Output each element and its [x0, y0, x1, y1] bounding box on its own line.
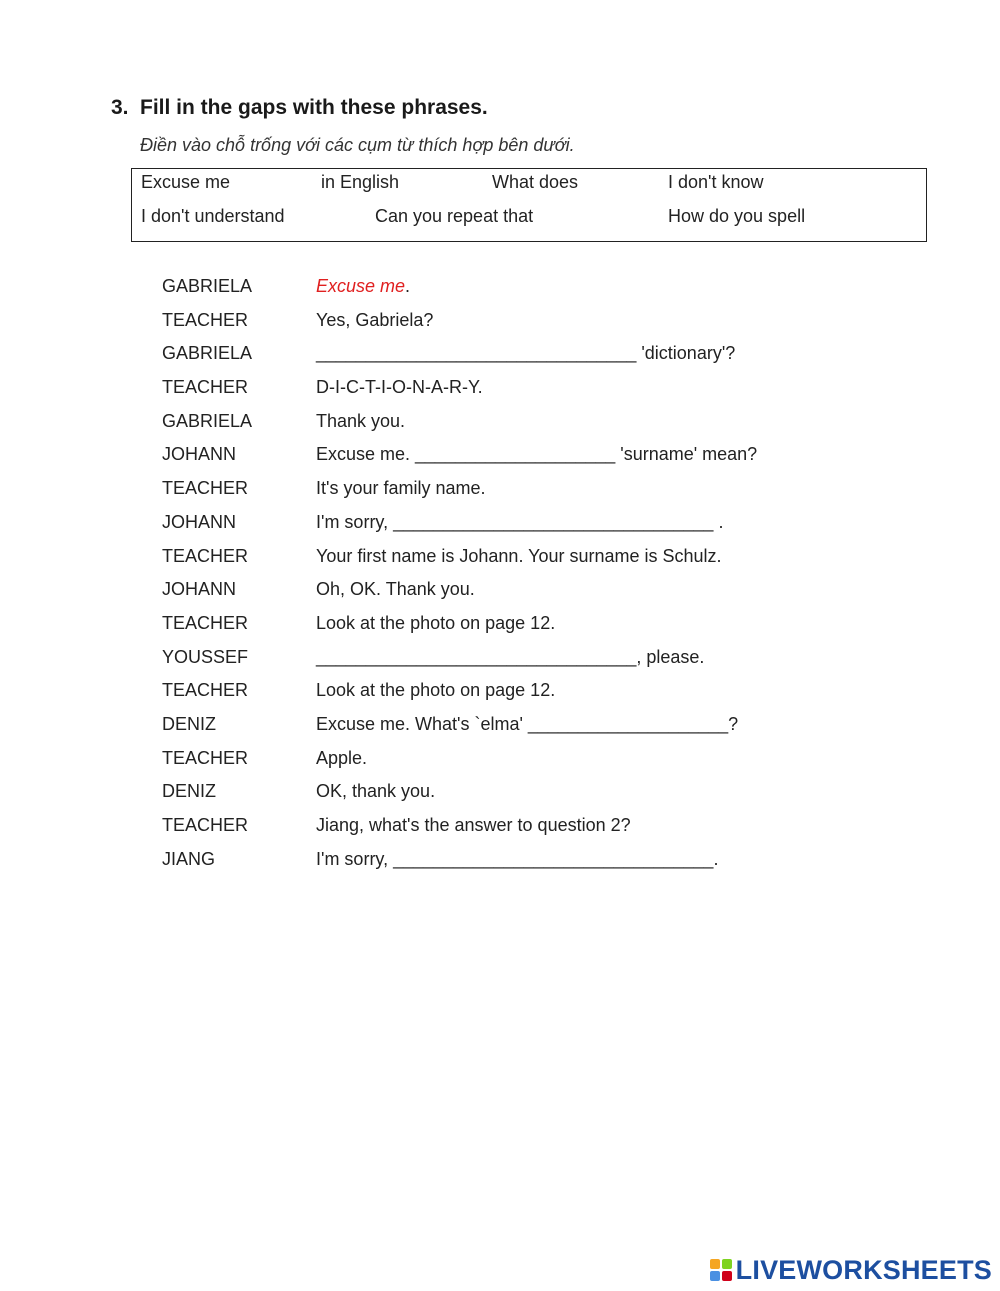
liveworksheets-logo[interactable]: [710, 1254, 992, 1286]
dialogue-line: [162, 304, 862, 338]
dialogue-line: [162, 405, 862, 439]
logo-text: LIVEWORKSHEETS: [735, 1254, 992, 1285]
line-text-with-gap[interactable]: ________________________________ 'dictionary'?: [316, 343, 736, 364]
dialogue-line: [162, 674, 862, 708]
dialogue-line: [162, 573, 862, 607]
dialogue-line: [162, 843, 862, 877]
dialogue-line: [162, 742, 862, 776]
phrase-option: I don't understand: [141, 206, 285, 226]
speaker-name: TEACHER: [162, 545, 249, 566]
line-text: D-I-C-T-I-O-N-A-R-Y.: [316, 377, 483, 398]
dialogue-line: [162, 641, 862, 675]
line-text: Oh, OK. Thank you.: [316, 579, 475, 600]
dialogue-line: [162, 337, 862, 371]
speaker-name: GABRIELA: [162, 276, 253, 296]
word-box: [131, 168, 927, 242]
speaker-name: TEACHER: [162, 309, 249, 330]
speaker-name: TEACHER: [162, 747, 249, 768]
phrase-option: How do you spell: [668, 206, 806, 226]
dialogue-line: [162, 438, 862, 472]
logo-blocks-icon: [710, 1259, 732, 1281]
phrase-option: in English: [321, 172, 400, 192]
dialogue: [162, 270, 862, 876]
phrase-option: Can you repeat that: [375, 206, 534, 226]
dialogue-line: [162, 775, 862, 809]
dialogue-line: [162, 506, 862, 540]
line-text-with-gap[interactable]: I'm sorry, ________________________________.: [316, 848, 719, 869]
speaker-name: GABRIELA: [162, 410, 253, 431]
line-text-with-gap[interactable]: ________________________________, please.: [316, 646, 705, 667]
speaker-name: TEACHER: [162, 478, 249, 499]
line-text-with-gap[interactable]: Excuse me. ____________________ 'surname' mean?: [316, 444, 758, 465]
exercise-number: 3.: [111, 96, 129, 119]
phrase-option: Excuse me: [141, 172, 231, 192]
phrase-option: I don't know: [668, 172, 764, 192]
line-text: It's your family name.: [316, 478, 486, 499]
dialogue-line: [162, 607, 862, 641]
line-text: Jiang, what's the answer to question 2?: [316, 815, 631, 835]
dialogue-line: [162, 809, 862, 843]
phrase-option: What does: [492, 172, 579, 192]
speaker-name: TEACHER: [162, 377, 249, 398]
exercise-heading: [111, 96, 488, 120]
line-text: Your first name is Johann. Your surname is Schulz.: [316, 545, 722, 566]
line-text: Yes, Gabriela?: [316, 309, 434, 330]
exercise-instruction: Điền vào chỗ trống với các cụm từ thích hợp bên dưới.: [140, 135, 575, 155]
line-text-with-gap[interactable]: I'm sorry, ________________________________ .: [316, 511, 724, 532]
dialogue-line: [162, 472, 862, 506]
line-text: Apple.: [316, 747, 368, 768]
line-text: Look at the photo on page 12.: [316, 612, 556, 633]
line-text: OK, thank you.: [316, 781, 436, 802]
line-text: Excuse me.: [316, 276, 411, 296]
dialogue-line: [162, 270, 862, 304]
dialogue-line: [162, 371, 862, 405]
speaker-name: JOHANN: [162, 579, 237, 600]
line-text: Look at the photo on page 12.: [316, 680, 556, 701]
speaker-name: TEACHER: [162, 815, 249, 835]
speaker-name: TEACHER: [162, 612, 249, 633]
answer-text: Excuse me: [316, 276, 406, 296]
speaker-name: TEACHER: [162, 680, 249, 701]
line-text: Thank you.: [316, 410, 406, 431]
speaker-name: YOUSSEF: [162, 646, 249, 667]
speaker-name: DENIZ: [162, 713, 216, 734]
speaker-name: JIANG: [162, 848, 216, 869]
exercise-title: Fill in the gaps with these phrases.: [140, 96, 488, 119]
dialogue-line: [162, 540, 862, 574]
speaker-name: GABRIELA: [162, 343, 253, 364]
speaker-name: JOHANN: [162, 444, 237, 465]
dialogue-line: [162, 708, 862, 742]
speaker-name: DENIZ: [162, 781, 216, 802]
line-text-with-gap[interactable]: Excuse me. What's `elma' ____________________?: [316, 713, 739, 734]
speaker-name: JOHANN: [162, 511, 237, 532]
